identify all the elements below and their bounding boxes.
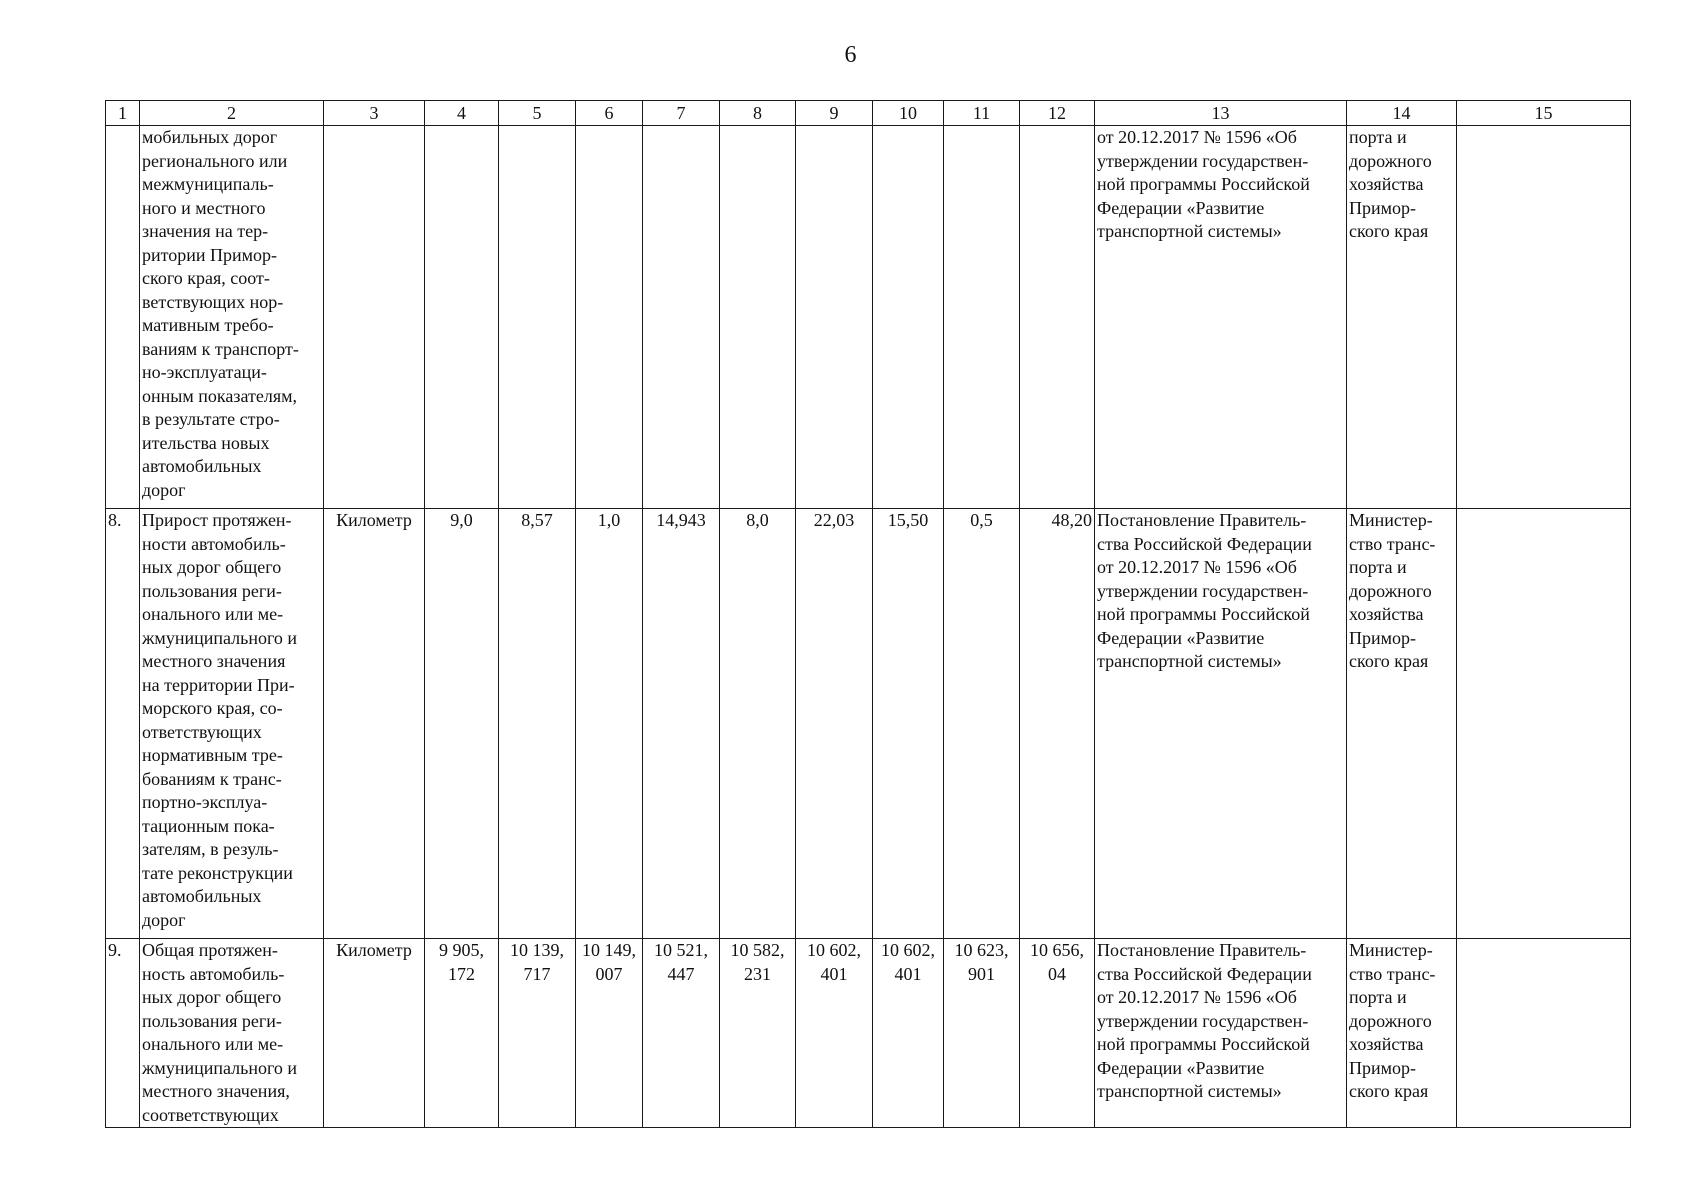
notes-cell [1457, 939, 1631, 1128]
header-cell: 4 [425, 101, 499, 126]
value-cell [720, 126, 796, 509]
value-cell: 10 602, 401 [796, 939, 873, 1128]
value-cell [499, 126, 576, 509]
value-cell: 15,50 [873, 509, 944, 939]
document-cell: от 20.12.2017 № 1596 «Об утверждении государствен- ной программы Российской Федерации «Развитие транспортной системы» [1095, 126, 1347, 509]
value-cell: 8,0 [720, 509, 796, 939]
document-cell: Постановление Правитель- ства Российской Федерации от 20.12.2017 № 1596 «Об утверждении государствен- ной программы Российской Федерации «Развитие транспортной системы» [1095, 939, 1347, 1128]
value-cell: 48,20 [1020, 509, 1095, 939]
responsible-cell: Министер- ство транс- порта и дорожного хозяйства Примор- ского края [1347, 509, 1457, 939]
header-cell: 15 [1457, 101, 1631, 126]
indicator-name: Прирост протяжен- ности автомобиль- ных дорог общего пользования реги- онального или ме- жмуниципального и местного значения на территории При- морского края, со- ответствующих нормативным тре- бованиям к транс- портно-эксплуа- тационным пока- зателям, в резуль- тате реконструкции автомобильных дорог [140, 509, 324, 939]
table-row [106, 126, 1631, 509]
value-cell: 10 656, 04 [1020, 939, 1095, 1128]
value-cell [944, 126, 1020, 509]
responsible-cell: Министер- ство транс- порта и дорожного хозяйства Примор- ского края [1347, 939, 1457, 1128]
header-cell: 7 [643, 101, 720, 126]
header-cell: 9 [796, 101, 873, 126]
value-cell [643, 126, 720, 509]
indicator-name: мобильных дорог регионального или межмуниципаль- ного и местного значения на тер- ритории Примор- ского края, соот- ветствующих нор- мативным требо- ваниям к транспорт- но-эксплуатаци- онным показателям, в результате стро- ительства новых автомобильных дорог [140, 126, 324, 509]
value-cell: 14,943 [643, 509, 720, 939]
header-cell: 13 [1095, 101, 1347, 126]
value-cell: 10 521, 447 [643, 939, 720, 1128]
value-cell: 8,57 [499, 509, 576, 939]
indicators-table [105, 100, 1631, 1128]
unit-cell [324, 126, 425, 509]
header-cell: 14 [1347, 101, 1457, 126]
value-cell: 1,0 [576, 509, 643, 939]
row-number: 8. [106, 509, 140, 939]
header-cell: 3 [324, 101, 425, 126]
value-cell [873, 126, 944, 509]
header-cell: 1 [106, 101, 140, 126]
header-cell: 10 [873, 101, 944, 126]
header-cell: 5 [499, 101, 576, 126]
value-cell [1020, 126, 1095, 509]
value-cell [425, 126, 499, 509]
row-number: 9. [106, 939, 140, 1128]
value-cell [796, 126, 873, 509]
document-cell: Постановление Правитель- ства Российской Федерации от 20.12.2017 № 1596 «Об утверждении государствен- ной программы Российской Федерации «Развитие транспортной системы» [1095, 509, 1347, 939]
header-row [106, 101, 1631, 126]
header-cell: 2 [140, 101, 324, 126]
value-cell: 10 139, 717 [499, 939, 576, 1128]
header-cell: 12 [1020, 101, 1095, 126]
header-cell: 6 [576, 101, 643, 126]
header-cell: 11 [944, 101, 1020, 126]
notes-cell [1457, 126, 1631, 509]
value-cell: 10 149, 007 [576, 939, 643, 1128]
header-cell: 8 [720, 101, 796, 126]
unit-cell: Километр [324, 939, 425, 1128]
table-row [106, 509, 1631, 939]
table-row [106, 939, 1631, 1128]
value-cell: 22,03 [796, 509, 873, 939]
value-cell: 10 623, 901 [944, 939, 1020, 1128]
notes-cell [1457, 509, 1631, 939]
value-cell: 0,5 [944, 509, 1020, 939]
responsible-cell: порта и дорожного хозяйства Примор- ского края [1347, 126, 1457, 509]
row-number [106, 126, 140, 509]
value-cell: 9,0 [425, 509, 499, 939]
value-cell: 10 582, 231 [720, 939, 796, 1128]
indicator-name: Общая протяжен- ность автомобиль- ных дорог общего пользования реги- онального или ме- жмуниципального и местного значения, соответствующих [140, 939, 324, 1128]
value-cell [576, 126, 643, 509]
page-number: 6 [844, 42, 857, 68]
unit-cell: Километр [324, 509, 425, 939]
value-cell: 10 602, 401 [873, 939, 944, 1128]
value-cell: 9 905, 172 [425, 939, 499, 1128]
